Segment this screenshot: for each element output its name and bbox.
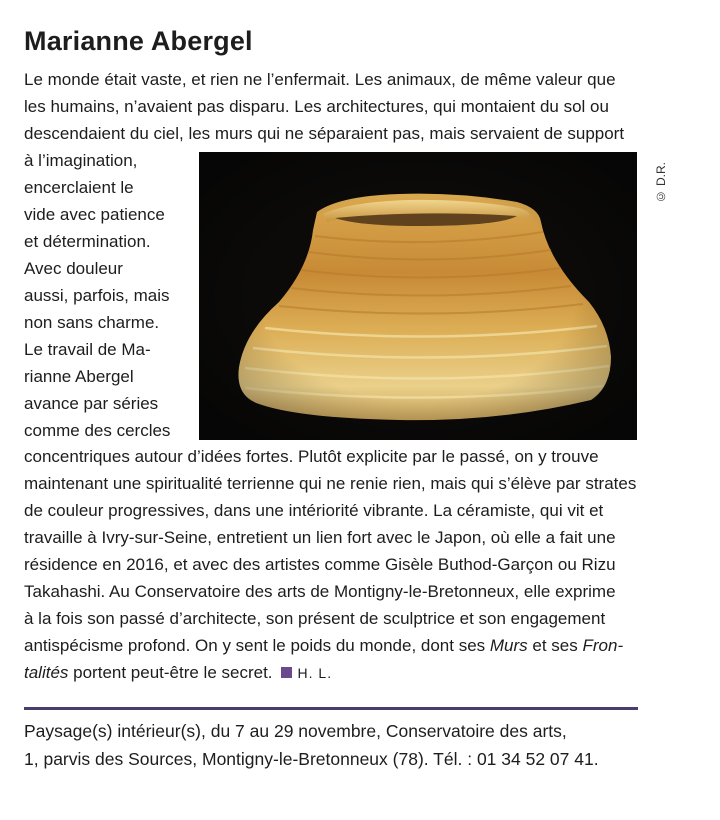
text-line: Le travail de Ma- <box>24 340 151 359</box>
article-body <box>24 443 654 687</box>
article-intro <box>24 66 644 147</box>
text-line: résidence en 2016, et avec des artistes comme Gisèle Buthod-Garçon ou Rizu <box>24 555 616 574</box>
text-fragment: antispécisme profond. On y sent le poids du monde, dont ses <box>24 636 490 655</box>
text-line: encerclaient le <box>24 178 134 197</box>
ceramic-bowl-photo <box>199 152 637 440</box>
text-line: vide avec patience <box>24 205 165 224</box>
info-line: Paysage(s) intérieur(s), du 7 au 29 novembre, Conservatoire des arts, <box>24 721 567 741</box>
text-fragment: portent peut-être le secret. <box>68 663 273 682</box>
text-line: travaille à Ivry-sur-Seine, entretient un lien fort avec le Japon, où elle a fait une <box>24 528 616 547</box>
text-line: aussi, parfois, mais <box>24 286 170 305</box>
exhibition-info <box>24 717 664 773</box>
ceramic-bowl-illustration <box>199 152 637 440</box>
artwork-title-murs: Murs <box>489 636 528 655</box>
text-line: de couleur progressives, dans une intériorité vibrante. La céramiste, qui vit et <box>24 501 604 520</box>
separator-rule <box>24 707 638 710</box>
text-line: à l’imagination, <box>24 151 138 170</box>
text-fragment: et ses <box>527 636 583 655</box>
end-mark-square-icon <box>281 667 292 678</box>
article-title: Marianne Abergel <box>24 26 253 56</box>
artwork-title-frontalites-start: Fron- <box>582 636 624 655</box>
text-line: avance par séries <box>24 394 159 413</box>
text-line: descendaient du ciel, les murs qui ne séparaient pas, mais servaient de support <box>24 124 625 143</box>
text-line: comme des cercles <box>24 421 171 440</box>
text-line: maintenant une spiritualité terrienne qui ne renie rien, mais qui s’élève par strates <box>24 474 637 493</box>
text-line: rianne Abergel <box>24 367 134 386</box>
artwork-title-frontalites-end: talités <box>24 663 69 682</box>
text-line: Avec douleur <box>24 259 123 278</box>
text-line: non sans charme. <box>24 313 160 332</box>
text-line: Le monde était vaste, et rien ne l’enfermait. Les animaux, de même valeur que <box>24 70 616 89</box>
author-signature: H. L. <box>297 665 333 681</box>
info-line: 1, parvis des Sources, Montigny-le-Bretonneux (78). Tél. : 01 34 52 07 41. <box>24 749 599 769</box>
text-line: à la fois son passé d’architecte, son présent de sculptrice et son engagement <box>24 609 606 628</box>
text-line <box>24 659 654 687</box>
text-line: et détermination. <box>24 232 151 251</box>
photo-credit: © D.R. <box>654 162 668 204</box>
text-line: concentriques autour d’idées fortes. Plutôt explicite par le passé, on y trouve <box>24 447 599 466</box>
text-line <box>24 632 654 659</box>
article-side-column <box>24 147 194 444</box>
text-line: les humains, n’avaient pas disparu. Les architectures, qui montaient du sol ou <box>24 97 609 116</box>
text-line: Takahashi. Au Conservatoire des arts de Montigny-le-Bretonneux, elle exprime <box>24 582 616 601</box>
